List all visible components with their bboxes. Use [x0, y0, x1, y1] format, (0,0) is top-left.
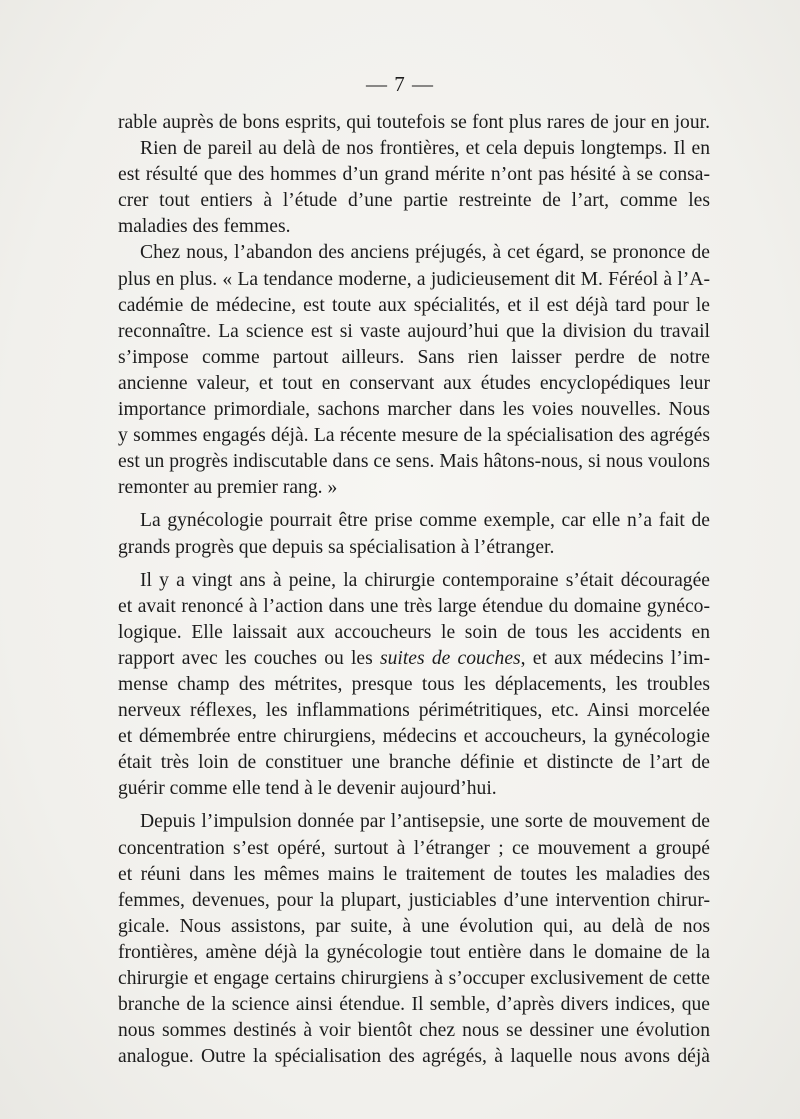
- text-line: logique. Elle laissait aux accoucheurs le soin de tous les accidents en: [118, 621, 710, 643]
- paragraph-4: [118, 568, 710, 803]
- body-text: [118, 110, 710, 1070]
- text-line-with-italic: [118, 646, 710, 672]
- paragraph-5: [118, 809, 710, 1070]
- text-line: mense champ des métrites, presque tous les déplacements, les troubles: [118, 673, 710, 695]
- text-line: y sommes engagés déjà. La récente mesure de la spécialisation des agrégés: [118, 425, 710, 447]
- text-line: maladies des femmes.: [118, 216, 291, 238]
- text-line: Chez nous, l’abandon des anciens préjugés, à cet égard, se prononce de: [140, 242, 710, 264]
- text-line: gicale. Nous assistons, par suite, à une évolution qui, au delà de nos: [118, 915, 710, 937]
- text-line: et avait renoncé à l’action dans une très large étendue du domaine gynéco-: [118, 595, 710, 617]
- text-line: nous sommes destinés à voir bientôt chez nous se dessiner une évolution: [118, 1020, 710, 1042]
- text-line: était très loin de constituer une branche définie et distincte de l’art de: [118, 752, 710, 774]
- text-line: ancienne valeur, et tout en conservant aux études encyclopédiques leur: [118, 372, 710, 394]
- text-line: et réuni dans les mêmes mains le traitement de toutes les maladies des: [118, 863, 710, 885]
- text-line: La gynécologie pourrait être prise comme exemple, car elle n’a fait de: [140, 510, 710, 532]
- text-line: plus en plus. « La tendance moderne, a judicieusement dit M. Féréol à l’A-: [118, 268, 710, 290]
- text-line: cadémie de médecine, est toute aux spécialités, et il est déjà tard pour le: [118, 294, 710, 316]
- text-line: reconnaître. La science est si vaste aujourd’hui que la division du travail: [118, 320, 710, 342]
- text-line: Il y a vingt ans à peine, la chirurgie contemporaine s’était découragée: [140, 569, 710, 591]
- text-line: guérir comme elle tend à le devenir aujourd’hui.: [118, 778, 497, 800]
- text-line: branche de la science ainsi étendue. Il semble, d’après divers indices, que: [118, 994, 710, 1016]
- italic-phrase: suites de couches: [379, 647, 521, 669]
- text-line: et démembrée entre chirurgiens, médecins et accoucheurs, la gynécologie: [118, 726, 710, 748]
- text-line: crer tout entiers à l’étude d’une partie restreinte de l’art, comme les: [118, 190, 710, 212]
- text-line: est un progrès indiscutable dans ce sens. Mais hâtons-nous, si nous voulons: [118, 451, 710, 473]
- text-line: rable auprès de bons esprits, qui toutefois se font plus rares de jour en jour.: [118, 112, 710, 133]
- text-line: grands progrès que depuis sa spécialisation à l’étranger.: [118, 536, 555, 558]
- paragraph-1: [118, 110, 710, 240]
- page-number: — 7 —: [366, 72, 434, 96]
- paragraph-3: [118, 508, 710, 560]
- text-line: remonter au premier rang. »: [118, 477, 338, 499]
- text-line: importance primordiale, sachons marcher dans les voies nouvelles. Nous: [118, 399, 710, 421]
- text-line: est résulté que des hommes d’un grand mérite n’ont pas hésité à se consa-: [118, 164, 710, 186]
- text-line: s’impose comme partout ailleurs. Sans rien laisser perdre de notre: [118, 346, 710, 368]
- text-fragment: , et aux médecins l’im-: [520, 647, 710, 669]
- paragraph-2: [118, 240, 710, 501]
- text-line: femmes, devenues, pour la plupart, justiciables d’une intervention chirur-: [118, 889, 710, 911]
- text-line: concentration s’est opéré, surtout à l’étranger ; ce mouvement a groupé: [118, 837, 710, 859]
- text-line: frontières, amène déjà la gynécologie tout entière dans le domaine de la: [118, 941, 710, 963]
- text-line: chirurgie et engage certains chirurgiens à s’occuper exclusivement de cette: [118, 968, 710, 989]
- text-line: Rien de pareil au delà de nos frontières, et cela depuis longtemps. Il en: [140, 138, 710, 160]
- text-fragment: rapport avec les couches ou les: [118, 647, 380, 669]
- text-line: analogue. Outre la spécialisation des agrégés, à laquelle nous avons déjà: [118, 1046, 710, 1068]
- text-line: Depuis l’impulsion donnée par l’antisepsie, une sorte de mouvement de: [140, 811, 710, 833]
- text-line: nerveux réflexes, les inflammations périmétritiques, etc. Ainsi morcelée: [118, 700, 710, 722]
